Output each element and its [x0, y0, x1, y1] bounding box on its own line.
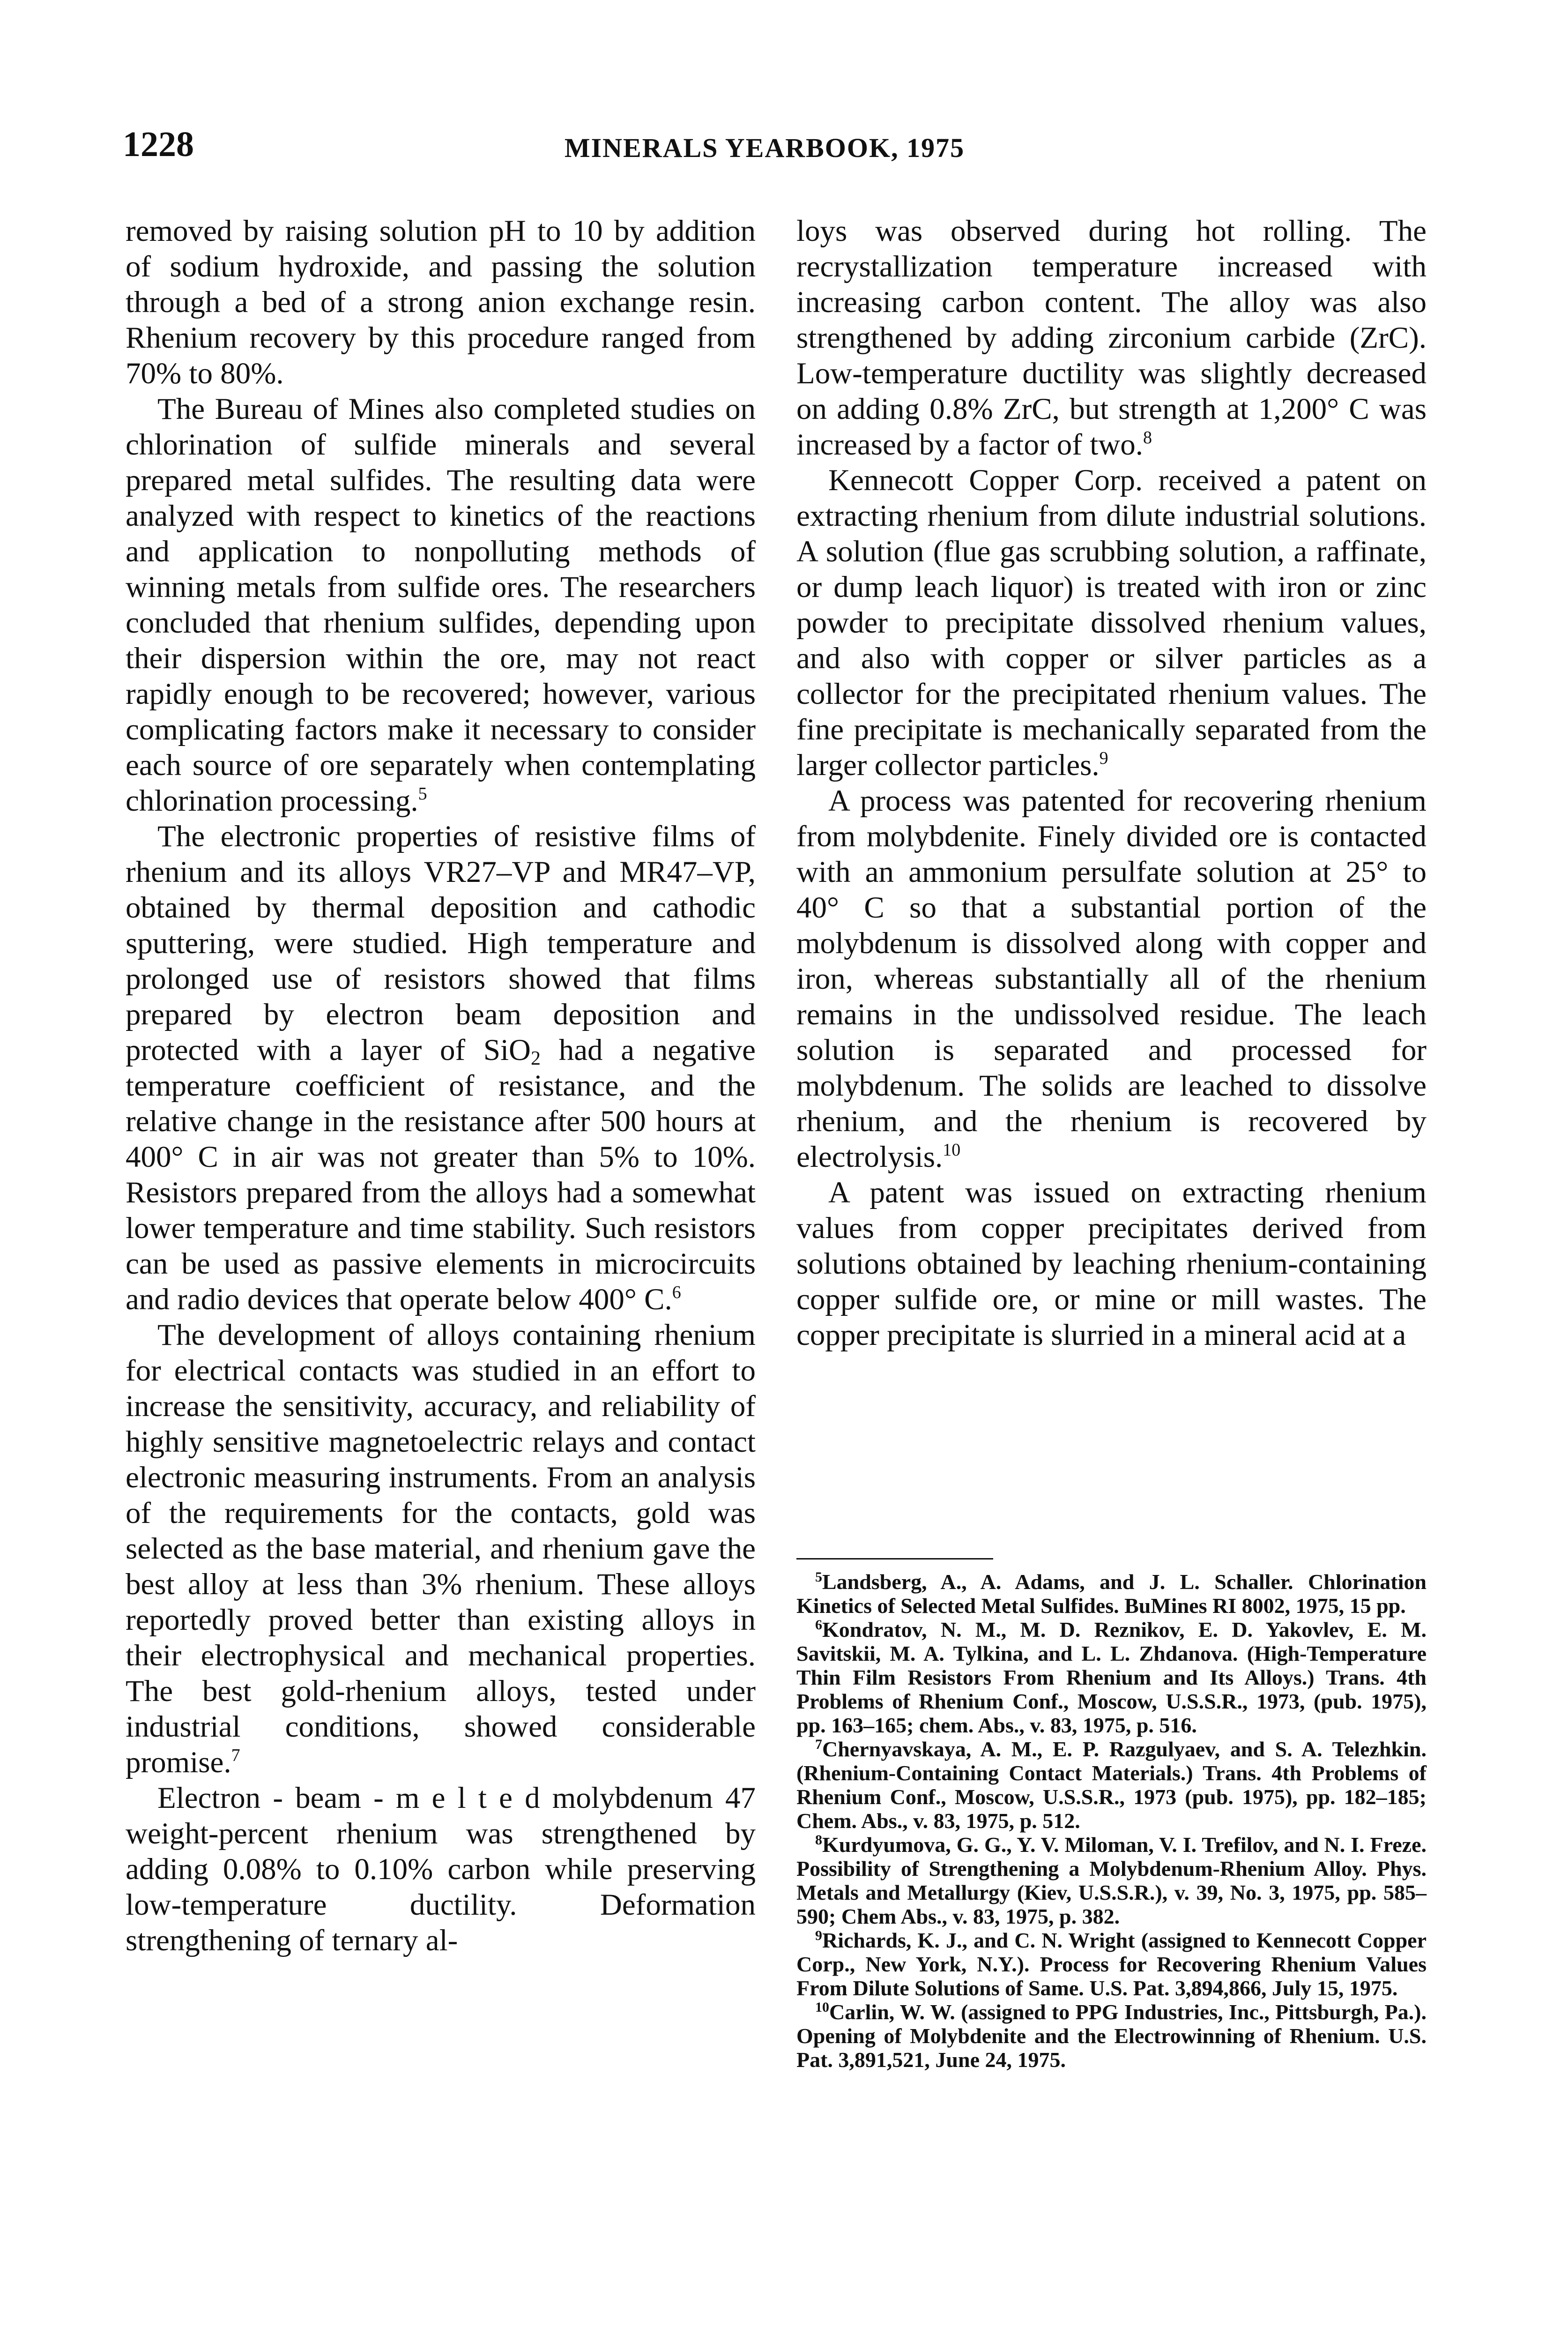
footnote: $^5$Landsberg, A., A. Adams, and J. L. Schaller. Chlorination Kinetics of Selected Metal Sulfides. BuMines RI 8002, 1975, 15 pp.	[796, 1569, 1427, 1618]
footnote-ref: 7	[231, 1746, 240, 1765]
footnote: $^7$Chernyavskaya, A. M., E. P. Razgulyaev, and S. A. Telezhkin. (Rhenium-Containing Contact Materials.) Trans. 4th Problems of Rhenium Conf., Moscow, U.S.S.R., 1973 (pub. 1975), pp. 182–185; Chem. Abs., v. 83, 1975, p. 512.	[796, 1737, 1427, 1833]
paragraph: Kennecott Copper Corp. received a patent on extracting rhenium from dilute industrial solutions. A solution (flue gas scrubbing solution, a raffinate, or dump leach liquor) is treated with iron or zinc powder to precipitate dissolved rhenium values, and also with copper or silver particles as a collector for the precipitated rhenium values. The fine precipitate is mechanically separated from the larger collector particles.$^9$	[796, 463, 1427, 782]
paragraph: The development of alloys containing rhenium for electrical contacts was studied in an effort to increase the sensitivity, accuracy, and reliability of highly sensitive magnetoelectric relays and contact electronic measuring instruments. From an analysis of the requirements for the contacts, gold was selected as the base material, and rhenium gave the best alloy at less than 3% rhenium. These alloys reportedly proved better than existing alloys in their electrophysical and mechanical properties. The best gold-rhenium alloys, tested under industrial conditions, showed considerable promise.$^7$	[126, 1318, 756, 1779]
footnote: $^6$Kondratov, N. M., M. D. Reznikov, E. D. Yakovlev, E. M. Savitskii, M. A. Tylkina, and L. L. Zhdanova. (High-Temperature Thin Film Resistors From Rhenium and Its Alloys.) Trans. 4th Problems of Rhenium Conf., Moscow, U.S.S.R., 1973, (pub. 1975), pp. 163–165; chem. Abs., v. 83, 1975, p. 516.	[796, 1617, 1427, 1737]
paragraph: The electronic properties of resistive films of rhenium and its alloys VR27–VP and MR47–VP, obtained by thermal deposition and cathodic sputtering, were studied. High temperature and prolonged use of resistors showed that films prepared by electron beam deposition and protected with a layer of SiO$_2$ had a negative temperature coefficient of resistance, and the relative change in the resistance after 500 hours at 400° C in air was not greater than 5% to 10%. Resistors prepared from the alloys had a somewhat lower temperature and time stability. Such resistors can be used as passive elements in microcircuits and radio devices that operate below 400° C.$^6$	[126, 820, 756, 1316]
paragraph: The Bureau of Mines also completed studies on chlorination of sulfide minerals and several prepared metal sulfides. The resulting data were analyzed with respect to kinetics of the reactions and application to nonpolluting methods of winning metals from sulfide ores. The researchers concluded that rhenium sulfides, depending upon their dispersion within the ore, may not react rapidly enough to be recovered; however, various complicating factors make it necessary to consider each source of ore separately when contemplating chlorination processing.$^5$	[126, 392, 756, 818]
footnote-ref: 8	[1143, 428, 1152, 448]
subscript: 2	[530, 1048, 541, 1069]
footnotes	[796, 1570, 1427, 2072]
paragraph: Electron - beam - m e l t e d molybdenum 47 weight-percent rhenium was strengthened by adding 0.08% to 0.10% carbon while preserving low-temperature ductility. Deformation strengthening of ternary al-	[126, 1781, 756, 1957]
paragraph: A patent was issued on extracting rhenium values from copper precipitates derived from solutions obtained by leaching rhenium-containing copper sulfide ore, or mine or mill wastes. The copper precipitate is slurried in a mineral acid at a	[796, 1176, 1427, 1352]
footnote-ref: 10	[943, 1140, 961, 1160]
paragraph: loys was observed during hot rolling. The recrystallization temperature increased with increasing carbon content. The alloy was also strengthened by adding zirconium carbide (ZrC). Low-temperature ductility was slightly decreased on adding 0.8% ZrC, but strength at 1,200° C was increased by a factor of two.$^8$	[796, 214, 1427, 462]
paragraph: removed by raising solution pH to 10 by addition of sodium hydroxide, and passing the solution through a bed of a strong anion exchange resin. Rhenium recovery by this procedure ranged from 70% to 80%.	[126, 214, 756, 390]
running-head: MINERALS YEARBOOK, 1975	[564, 133, 965, 163]
footnote: $^9$Richards, K. J., and C. N. Wright (assigned to Kennecott Copper Corp., New York, N.Y.). Process for Recovering Rhenium Values From Dilute Solutions of Same. U.S. Pat. 3,894,866, July 15, 1975.	[796, 1928, 1427, 2000]
footnote-divider	[796, 1558, 993, 1560]
footnote-ref: 9	[1099, 748, 1108, 768]
left-column	[126, 213, 756, 1958]
page-number: 1228	[123, 125, 194, 164]
page-header	[123, 121, 1406, 168]
footnote-ref: 6	[672, 1283, 681, 1302]
paragraph: A process was patented for recovering rhenium from molybdenite. Finely divided ore is contacted with an ammonium persulfate solution at 25° to 40° C so that a substantial portion of the molybdenum is dissolved along with copper and iron, whereas substantially all of the rhenium remains in the undissolved residue. The leach solution is separated and processed for molybdenum. The solids are leached to dissolve rhenium, and the rhenium is recovered by electrolysis.$^{10}$	[796, 784, 1427, 1174]
footnote: $^{10}$Carlin, W. W. (assigned to PPG Industries, Inc., Pittsburgh, Pa.). Opening of Molybdenite and the Electrowinning of Rhenium. U.S. Pat. 3,891,521, June 24, 1975.	[796, 2000, 1427, 2072]
footnote: $^8$Kurdyumova, G. G., Y. V. Miloman, V. I. Trefilov, and N. I. Freze. Possibility of Strengthening a Molybdenum-Rhenium Alloy. Phys. Metals and Metallurgy (Kiev, U.S.S.R.), v. 39, No. 3, 1975, pp. 585–590; Chem Abs., v. 83, 1975, p. 382.	[796, 1832, 1427, 1928]
right-column	[796, 213, 1427, 1353]
footnote-ref: 5	[418, 784, 427, 804]
